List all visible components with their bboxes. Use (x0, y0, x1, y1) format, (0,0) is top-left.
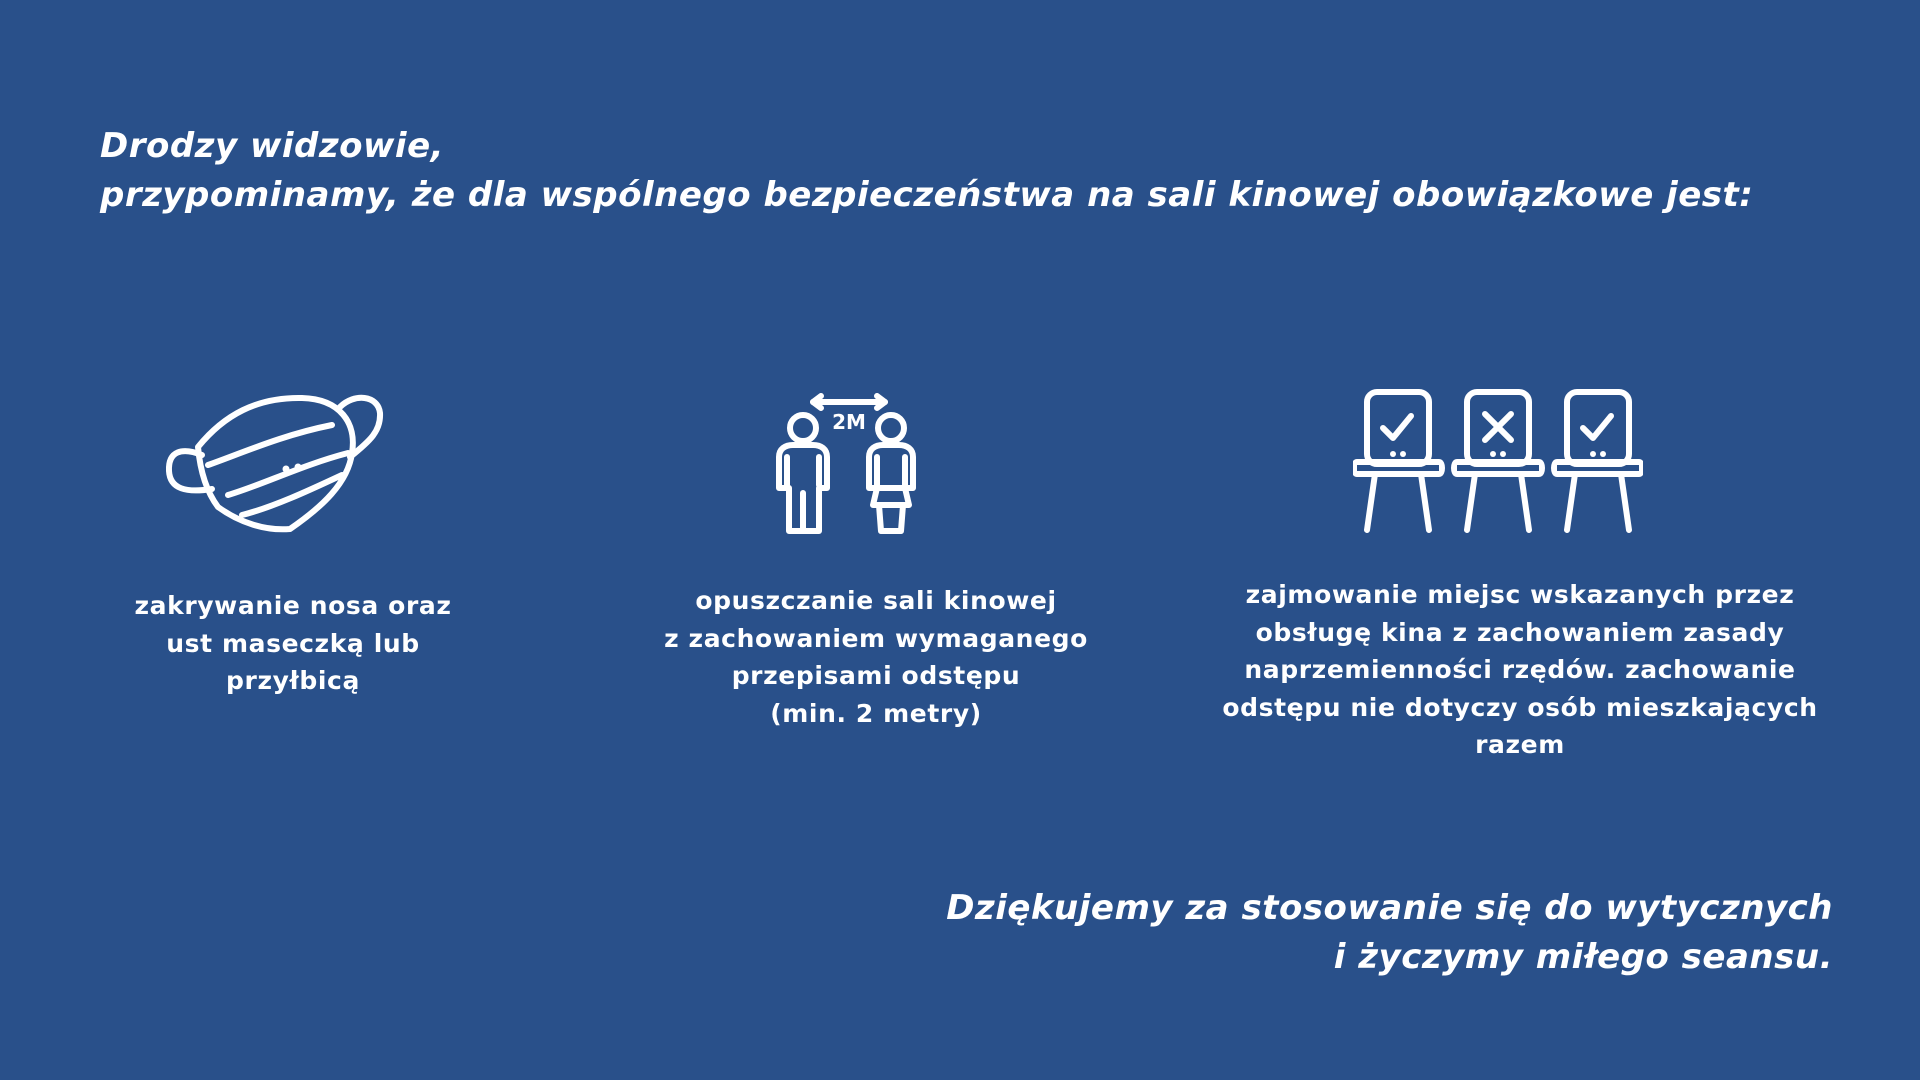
social-distance-icon (773, 393, 923, 535)
available-seat-icon (1554, 392, 1642, 530)
available-seat-icon (1354, 392, 1442, 530)
blocked-seat-icon (1454, 392, 1542, 530)
caption-line: przyłbicą (226, 666, 360, 695)
distance-label: 2M (832, 410, 866, 434)
closing-line: i życzymy miłego seansu. (1333, 937, 1833, 977)
face-mask-icon (162, 385, 390, 535)
caption-line: zakrywanie nosa oraz (134, 591, 452, 620)
caption-line: obsługę kina z zachowaniem zasady (1255, 617, 1785, 647)
greeting-line: Drodzy widzowie, (100, 126, 445, 166)
caption-line: (min. 2 metry) (770, 698, 982, 728)
greeting-heading (100, 122, 1860, 220)
caption-line: zajmowanie miejsc wskazanych przez (1245, 580, 1795, 609)
closing-message (946, 884, 1833, 982)
closing-line: Dziękujemy za stosowanie się do wytycznych (946, 888, 1833, 928)
caption-line: razem (1475, 730, 1565, 759)
rule-mask-caption (93, 587, 493, 700)
reminder-line: przypominamy, że dla wspólnego bezpieczeństwa na sali kinowej obowiązkowe jest: (100, 175, 1754, 215)
rule-distance-caption (626, 582, 1126, 732)
caption-line: odstępu nie dotyczy osób mieszkających (1222, 692, 1818, 722)
caption-line: przepisami odstępu (731, 661, 1021, 690)
caption-line: ust maseczką lub (166, 628, 420, 658)
caption-line: naprzemienności rzędów. zachowanie (1244, 655, 1796, 684)
caption-line: opuszczanie sali kinowej (695, 586, 1057, 615)
rule-seating-caption (1190, 576, 1850, 764)
caption-line: z zachowaniem wymaganego (664, 623, 1088, 653)
alternate-seating-icon (1353, 388, 1643, 534)
